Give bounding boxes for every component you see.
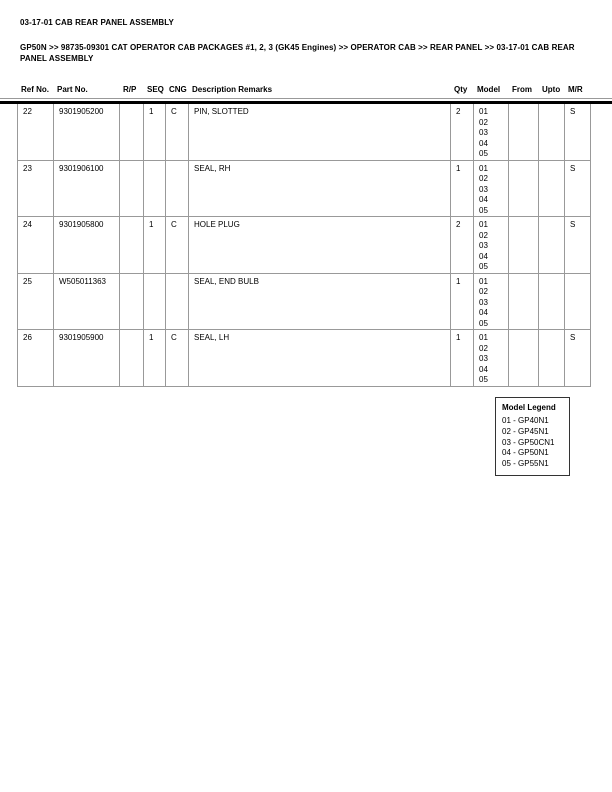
cell-qty: 1 (451, 160, 474, 217)
table-row (18, 160, 591, 217)
cell-mr: S (565, 160, 591, 217)
cell-description: SEAL, END BULB (189, 273, 451, 330)
cell-upto (539, 160, 565, 217)
cell-part-no: 9301905900 (54, 330, 120, 387)
cell-seq (144, 160, 166, 217)
cell-upto (539, 104, 565, 160)
cell-from (509, 104, 539, 160)
table-row (18, 273, 591, 330)
cell-part-no: 9301906100 (54, 160, 120, 217)
cell-ref-no: 23 (18, 160, 54, 217)
cell-cng (166, 273, 189, 330)
column-header-qty: Qty (454, 85, 468, 94)
cell-mr: S (565, 217, 591, 274)
column-header-upto: Upto (542, 85, 561, 94)
cell-qty: 2 (451, 217, 474, 274)
cell-rp (120, 330, 144, 387)
cell-seq: 1 (144, 104, 166, 160)
model-legend (495, 397, 570, 476)
cell-seq: 1 (144, 330, 166, 387)
table-row (18, 104, 591, 160)
model-legend-title: Model Legend (502, 403, 556, 412)
header-rule-thin (0, 98, 612, 99)
cell-description: HOLE PLUG (189, 217, 451, 274)
cell-ref-no: 26 (18, 330, 54, 387)
column-header-model: Model (477, 85, 501, 94)
cell-model: 01 02 03 04 05 (474, 217, 509, 274)
column-header-cng: CNG (169, 85, 187, 94)
cell-upto (539, 217, 565, 274)
column-header-seq: SEQ (147, 85, 164, 94)
cell-cng: C (166, 104, 189, 160)
cell-rp (120, 160, 144, 217)
cell-part-no: 9301905200 (54, 104, 120, 160)
cell-mr (565, 273, 591, 330)
cell-part-no: 9301905800 (54, 217, 120, 274)
column-header-mr: M/R (568, 85, 583, 94)
page-title: 03-17-01 CAB REAR PANEL ASSEMBLY (20, 18, 174, 27)
model-legend-entries: 01 - GP40N1 02 - GP45N1 03 - GP50CN1 04 - GP50N1 05 - GP55N1 (502, 416, 555, 469)
cell-seq (144, 273, 166, 330)
cell-cng: C (166, 217, 189, 274)
cell-description: SEAL, RH (189, 160, 451, 217)
cell-from (509, 160, 539, 217)
column-header-part-no: Part No. (57, 85, 88, 94)
cell-upto (539, 273, 565, 330)
cell-model: 01 02 03 04 05 (474, 104, 509, 160)
cell-from (509, 273, 539, 330)
cell-ref-no: 25 (18, 273, 54, 330)
column-header-ref-no: Ref No. (21, 85, 49, 94)
cell-from (509, 330, 539, 387)
cell-rp (120, 104, 144, 160)
cell-model: 01 02 03 04 05 (474, 160, 509, 217)
cell-description: PIN, SLOTTED (189, 104, 451, 160)
cell-cng: C (166, 330, 189, 387)
cell-mr: S (565, 104, 591, 160)
breadcrumb: GP50N >> 98735-09301 CAT OPERATOR CAB PACKAGES #1, 2, 3 (GK45 Engines) >> OPERATOR CAB >> REAR PANEL >> 03-17-01 CAB REAR PANEL ASSEMBLY (20, 43, 575, 63)
cell-qty: 2 (451, 104, 474, 160)
cell-from (509, 217, 539, 274)
cell-ref-no: 24 (18, 217, 54, 274)
cell-mr: S (565, 330, 591, 387)
cell-qty: 1 (451, 330, 474, 387)
cell-model: 01 02 03 04 05 (474, 330, 509, 387)
column-header-description: Description Remarks (192, 85, 273, 94)
cell-rp (120, 217, 144, 274)
cell-part-no: W505011363 (54, 273, 120, 330)
cell-upto (539, 330, 565, 387)
table-header-row (17, 85, 590, 94)
column-header-from: From (512, 85, 532, 94)
parts-table (17, 104, 591, 387)
cell-qty: 1 (451, 273, 474, 330)
cell-cng (166, 160, 189, 217)
cell-ref-no: 22 (18, 104, 54, 160)
column-header-rp: R/P (123, 85, 137, 94)
cell-model: 01 02 03 04 05 (474, 273, 509, 330)
cell-seq: 1 (144, 217, 166, 274)
cell-description: SEAL, LH (189, 330, 451, 387)
cell-rp (120, 273, 144, 330)
table-row (18, 330, 591, 387)
table-row (18, 217, 591, 274)
